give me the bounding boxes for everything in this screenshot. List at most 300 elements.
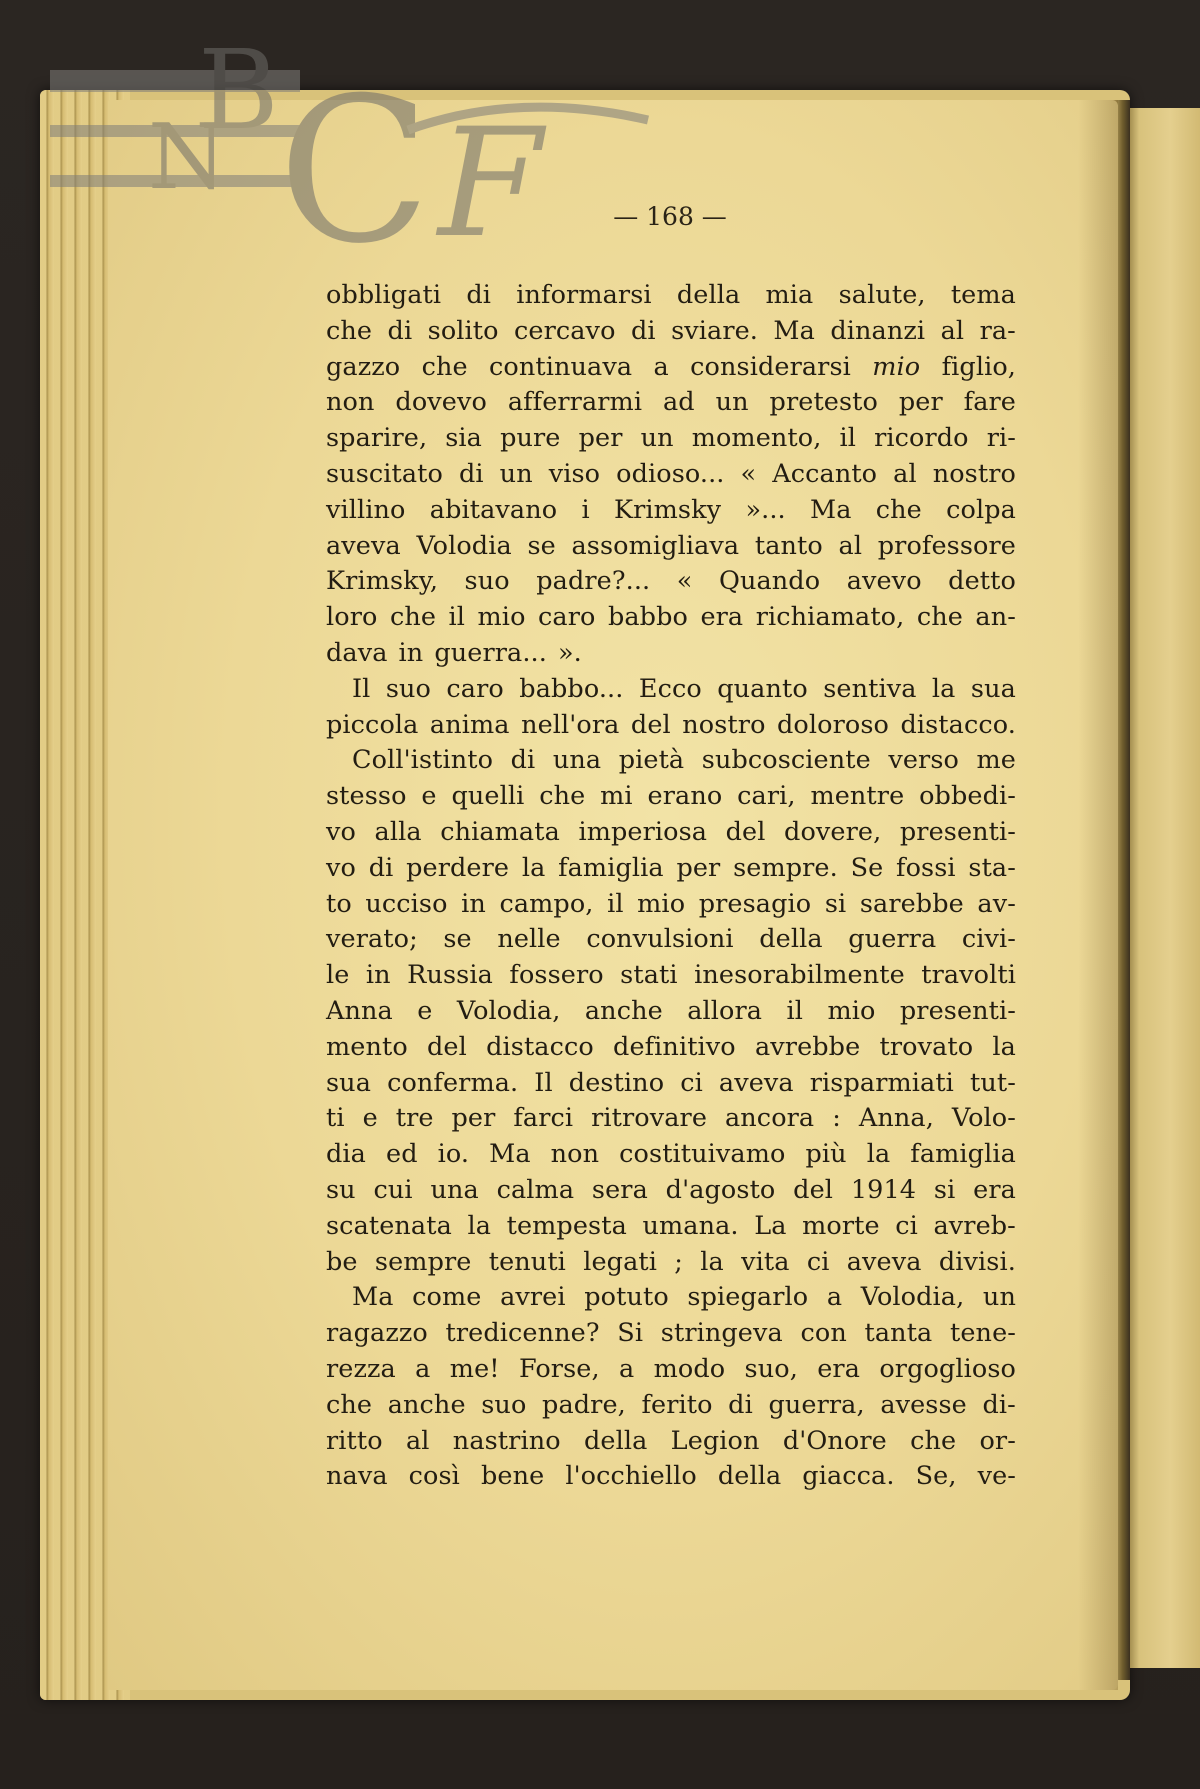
word: Forse, <box>518 1353 600 1384</box>
word: tanta <box>864 1318 933 1349</box>
word: doloroso <box>777 709 889 740</box>
word: aveva <box>718 1067 794 1098</box>
word: per <box>676 852 721 883</box>
text-line <box>326 421 1016 457</box>
word: verato; <box>326 924 418 955</box>
text-line <box>326 278 1016 314</box>
word: ritrovare <box>591 1103 708 1134</box>
watermark-letter-c: C <box>278 55 432 270</box>
word: rezza <box>326 1353 396 1384</box>
word: che <box>326 1389 373 1420</box>
word: Il <box>352 673 371 704</box>
word: dia <box>326 1139 366 1170</box>
word: travolti <box>921 960 1016 991</box>
word: su <box>326 1174 356 1205</box>
word: divisi. <box>938 1246 1016 1277</box>
word: che <box>539 781 586 812</box>
word: di <box>510 745 536 776</box>
word: continuava <box>489 351 633 382</box>
word: io. <box>437 1139 470 1170</box>
word: ragazzo <box>326 1318 428 1349</box>
word: assomigliava <box>571 530 740 561</box>
word: Si <box>617 1318 644 1349</box>
word: aveva <box>846 1246 922 1277</box>
word: al <box>940 315 965 346</box>
word: suo <box>464 566 510 597</box>
word: avrei <box>500 1282 566 1313</box>
word: perdere <box>406 852 510 883</box>
word: be <box>326 1246 358 1277</box>
word: tredicenne? <box>445 1318 600 1349</box>
word: l'occhiello <box>565 1461 697 1492</box>
word: quanto <box>717 673 808 704</box>
word: ci <box>680 1067 703 1098</box>
word: tre <box>395 1103 434 1134</box>
word: subcosciente <box>701 745 871 776</box>
word: cari, <box>737 781 796 812</box>
word: considerarsi <box>690 351 851 382</box>
word: colpa <box>946 494 1016 525</box>
word: civi- <box>961 924 1016 955</box>
word: mentre <box>810 781 905 812</box>
word: ancora <box>724 1103 815 1134</box>
text-line <box>326 1101 1016 1137</box>
word: a <box>653 351 669 382</box>
word: av- <box>977 888 1016 919</box>
word: Legion <box>670 1425 760 1456</box>
word: inesorabilmente <box>694 960 905 991</box>
word: a <box>415 1353 431 1384</box>
word: : <box>832 1103 841 1134</box>
text-line <box>326 600 1016 636</box>
word: dovevo <box>395 387 487 418</box>
word: potuto <box>584 1282 669 1313</box>
word: e <box>417 995 433 1026</box>
word: ed <box>386 1139 418 1170</box>
word: padre, <box>542 1389 626 1420</box>
facing-page-edge <box>1126 108 1200 1668</box>
word: un <box>499 458 533 489</box>
watermark-letter-b: B <box>198 26 279 154</box>
word: dovere, <box>784 816 882 847</box>
word: più <box>805 1139 847 1170</box>
word: che <box>389 602 437 633</box>
word: del <box>630 709 671 740</box>
word: tema <box>950 280 1016 310</box>
word: con <box>800 1318 847 1349</box>
text-line <box>326 1352 1016 1388</box>
word: « <box>740 458 757 489</box>
word: e <box>421 781 437 812</box>
text-line <box>326 922 1016 958</box>
word: calma <box>496 1174 575 1205</box>
word: Quando <box>718 566 821 597</box>
word: sparire, <box>326 423 428 454</box>
word: 1914 <box>850 1174 917 1205</box>
text-line <box>326 672 1016 708</box>
word: ; <box>674 1246 683 1277</box>
text-line <box>326 1209 1016 1245</box>
watermark-letter-n: N <box>148 105 227 210</box>
word: famiglia <box>558 852 664 883</box>
word: del <box>427 1031 467 1062</box>
word: caro <box>538 602 596 633</box>
text-line <box>326 994 1016 1030</box>
word: Se <box>850 852 884 883</box>
word: modo <box>653 1353 726 1384</box>
text-line <box>326 529 1016 565</box>
word: stati <box>620 960 678 991</box>
word: se <box>443 924 472 955</box>
word: trovato <box>879 1031 974 1062</box>
word: non <box>326 387 375 418</box>
word: una <box>430 1174 479 1205</box>
word: fossero <box>509 960 604 991</box>
word: obbedi- <box>919 781 1016 812</box>
word: me! <box>449 1353 500 1384</box>
word: richiamato, <box>755 602 905 633</box>
word: i <box>581 494 590 525</box>
word: alla <box>374 816 422 847</box>
word: stringeva <box>660 1318 783 1349</box>
word: fare <box>963 387 1016 418</box>
word: fossi <box>896 852 956 883</box>
word: la <box>866 1139 891 1170</box>
word: erano <box>647 781 723 812</box>
word: il <box>607 888 624 919</box>
word: ad <box>662 387 695 418</box>
word: conferma. <box>387 1067 519 1098</box>
word: vo <box>326 816 356 847</box>
word: il <box>448 602 466 633</box>
library-watermark-logo <box>48 20 698 270</box>
text-line <box>326 1245 1016 1281</box>
word: il <box>786 995 804 1026</box>
word: mia <box>765 280 814 310</box>
word: era <box>817 1353 861 1384</box>
word: si <box>933 1174 956 1205</box>
word: anima <box>429 709 510 740</box>
word: mio <box>477 602 526 633</box>
word: mio <box>872 351 921 382</box>
word: se <box>527 530 556 561</box>
word: la <box>521 852 546 883</box>
word: padre?... <box>536 566 651 597</box>
word: della <box>676 280 741 310</box>
word: le <box>326 960 350 991</box>
word: Anna <box>326 995 393 1026</box>
word: quelli <box>451 781 525 812</box>
word: avevo <box>846 566 922 597</box>
text-line <box>326 1280 1016 1316</box>
word: di <box>368 852 394 883</box>
word: ci <box>806 1246 830 1277</box>
word: Ecco <box>638 673 702 704</box>
word: era <box>700 602 744 633</box>
word: gazzo <box>326 351 401 382</box>
word: pretesto <box>769 387 878 418</box>
word: un <box>715 387 749 418</box>
word: di- <box>982 1389 1016 1420</box>
text-line <box>326 385 1016 421</box>
word: Volodia, <box>860 1282 965 1313</box>
word: nelle <box>497 924 561 955</box>
word: sia <box>445 423 482 454</box>
word: avreb- <box>933 1210 1016 1241</box>
word: sempre <box>374 1246 472 1277</box>
word: Krimsky, <box>326 566 439 597</box>
word: ri- <box>986 423 1016 454</box>
word: ve- <box>977 1461 1016 1492</box>
word: anche <box>584 995 663 1026</box>
text-line <box>326 1316 1016 1352</box>
word: to <box>326 888 352 919</box>
word: villino <box>326 494 406 525</box>
word: presenti- <box>899 995 1016 1026</box>
word: tempesta <box>506 1210 627 1241</box>
word: la <box>700 1246 724 1277</box>
word: sviare. <box>671 315 758 346</box>
word: tut- <box>970 1067 1016 1098</box>
word: era <box>973 1174 1016 1205</box>
word: di <box>728 1389 753 1420</box>
word: convulsioni <box>586 924 734 955</box>
word: sarebbe <box>859 888 964 919</box>
word: sua <box>326 1067 372 1098</box>
word: mento <box>326 1031 408 1062</box>
word: pure <box>500 423 561 454</box>
word: ». <box>557 637 582 668</box>
word: obbligati <box>326 280 442 310</box>
word: umana. <box>642 1210 739 1241</box>
word: dava <box>326 637 388 668</box>
word: cui <box>373 1174 413 1205</box>
word: Ma <box>773 315 815 346</box>
word: bene <box>480 1461 545 1492</box>
text-line <box>326 743 1016 779</box>
word: distacco <box>486 1031 594 1062</box>
word: che <box>421 351 468 382</box>
word: d'agosto <box>665 1174 776 1205</box>
word: il <box>839 423 857 454</box>
word: del <box>793 1174 834 1205</box>
word: cercavo <box>514 315 616 346</box>
word: al <box>405 1425 430 1456</box>
word: famiglia <box>910 1139 1016 1170</box>
word: la <box>931 673 956 704</box>
word: ucciso <box>365 888 448 919</box>
word: per <box>451 1103 496 1134</box>
text-line <box>326 457 1016 493</box>
word: suo <box>385 673 432 704</box>
word: della <box>759 924 823 955</box>
word: spiegarlo <box>687 1282 809 1313</box>
text-line <box>326 958 1016 994</box>
word: come <box>412 1282 482 1313</box>
word: vo <box>326 852 356 883</box>
word: la <box>992 1031 1016 1062</box>
word: Ma <box>810 494 852 525</box>
word: anche <box>387 1389 466 1420</box>
word: legati <box>583 1246 657 1277</box>
word: del <box>725 816 766 847</box>
word: salute, <box>838 280 926 310</box>
word: destino <box>568 1067 665 1098</box>
word: che <box>910 1425 957 1456</box>
text-line <box>326 1030 1016 1066</box>
text-line <box>326 708 1016 744</box>
word: scatenata <box>326 1210 452 1241</box>
word: avrebbe <box>754 1031 861 1062</box>
text-line <box>326 1459 1016 1495</box>
text-line <box>326 493 1016 529</box>
word: nastrino <box>452 1425 561 1456</box>
word: an- <box>975 602 1016 633</box>
word: figlio, <box>941 351 1016 382</box>
word: che <box>916 602 963 633</box>
word: me <box>976 745 1016 776</box>
word: di <box>630 315 656 346</box>
word: babbo... <box>519 673 624 704</box>
word: Accanto <box>772 458 878 489</box>
word: odioso... <box>616 458 725 489</box>
word: morte <box>802 1210 880 1241</box>
word: in <box>461 888 486 919</box>
text-line <box>326 314 1016 350</box>
word: in <box>398 637 424 668</box>
word: campo, <box>499 888 594 919</box>
word: suscitato <box>326 458 443 489</box>
word: vita <box>741 1246 790 1277</box>
word: della <box>717 1461 782 1492</box>
word: a <box>618 1353 635 1384</box>
watermark-letter-f: F <box>438 97 543 270</box>
word: Ma <box>352 1282 394 1313</box>
word: per <box>898 387 943 418</box>
word: che <box>326 315 373 346</box>
word: verso <box>888 745 959 776</box>
text-line <box>326 350 1016 386</box>
word: tene- <box>950 1318 1016 1349</box>
word: nostro <box>682 709 766 740</box>
word: or- <box>979 1425 1016 1456</box>
word: dinanzi <box>830 315 926 346</box>
word: ti <box>326 1103 345 1134</box>
word: suo, <box>744 1353 798 1384</box>
word: abitavano <box>429 494 558 525</box>
word: definitivo <box>613 1031 736 1062</box>
word: sentiva <box>823 673 917 704</box>
word: Se, <box>915 1461 957 1492</box>
word: nava <box>326 1461 388 1492</box>
word: costituivamo <box>619 1139 786 1170</box>
word: guerra <box>848 924 937 955</box>
word: si <box>824 888 847 919</box>
word: ra- <box>979 315 1016 346</box>
word: un <box>982 1282 1016 1313</box>
word: della <box>583 1425 648 1456</box>
word: guerra... <box>434 637 547 668</box>
word: ci <box>895 1210 918 1241</box>
word: Ma <box>489 1139 531 1170</box>
text-line <box>326 1066 1016 1102</box>
word: nostro <box>932 458 1016 489</box>
word: ferito <box>641 1389 713 1420</box>
text-line <box>326 1137 1016 1173</box>
word: afferrarmi <box>507 387 643 418</box>
word: La <box>754 1210 787 1241</box>
word: piccola <box>326 709 419 740</box>
text-line <box>326 1173 1016 1209</box>
word: giacca. <box>802 1461 895 1492</box>
word: Volo- <box>951 1103 1016 1134</box>
text-line <box>326 1424 1016 1460</box>
word: sta- <box>968 852 1016 883</box>
word: sua <box>970 673 1016 704</box>
word: viso <box>548 458 601 489</box>
word: mio <box>637 888 686 919</box>
word: tenuti <box>488 1246 566 1277</box>
word: la <box>467 1210 492 1241</box>
text-line <box>326 1388 1016 1424</box>
word: un <box>640 423 674 454</box>
word: orgoglioso <box>879 1353 1016 1384</box>
word: momento, <box>691 423 822 454</box>
word: stesso <box>326 781 407 812</box>
word: solito <box>427 315 499 346</box>
word: tanto <box>754 530 823 561</box>
word: e <box>362 1103 378 1134</box>
word: detto <box>948 566 1016 597</box>
word: così <box>408 1461 460 1492</box>
word: al <box>838 530 863 561</box>
word: presagio <box>698 888 812 919</box>
word: avesse <box>880 1389 967 1420</box>
text-line <box>326 815 1016 851</box>
word: di <box>466 280 492 310</box>
word: una <box>552 745 602 776</box>
word: di <box>387 315 413 346</box>
word: caro <box>446 673 504 704</box>
word: risparmiati <box>809 1067 954 1098</box>
word: professore <box>877 530 1016 561</box>
word: babbo <box>607 602 688 633</box>
word: suo <box>481 1389 527 1420</box>
word: a <box>826 1282 843 1313</box>
word: in <box>365 960 391 991</box>
word: al <box>893 458 917 489</box>
word: Coll'istinto <box>352 745 494 776</box>
word: di <box>458 458 484 489</box>
word: presenti- <box>899 816 1016 847</box>
word: chiamata <box>440 816 560 847</box>
word: che <box>875 494 922 525</box>
word: « <box>676 566 693 597</box>
word: aveva <box>326 530 401 561</box>
text-line <box>326 779 1016 815</box>
word: allora <box>687 995 763 1026</box>
word: distacco. <box>900 709 1016 740</box>
word: per <box>578 423 623 454</box>
word: ricordo <box>874 423 969 454</box>
word: mi <box>600 781 633 812</box>
word: sempre. <box>733 852 838 883</box>
word: informarsi <box>516 280 652 310</box>
word: non <box>550 1139 600 1170</box>
word: mio <box>827 995 876 1026</box>
word: Russia <box>407 960 493 991</box>
word: Volodia, <box>456 995 561 1026</box>
